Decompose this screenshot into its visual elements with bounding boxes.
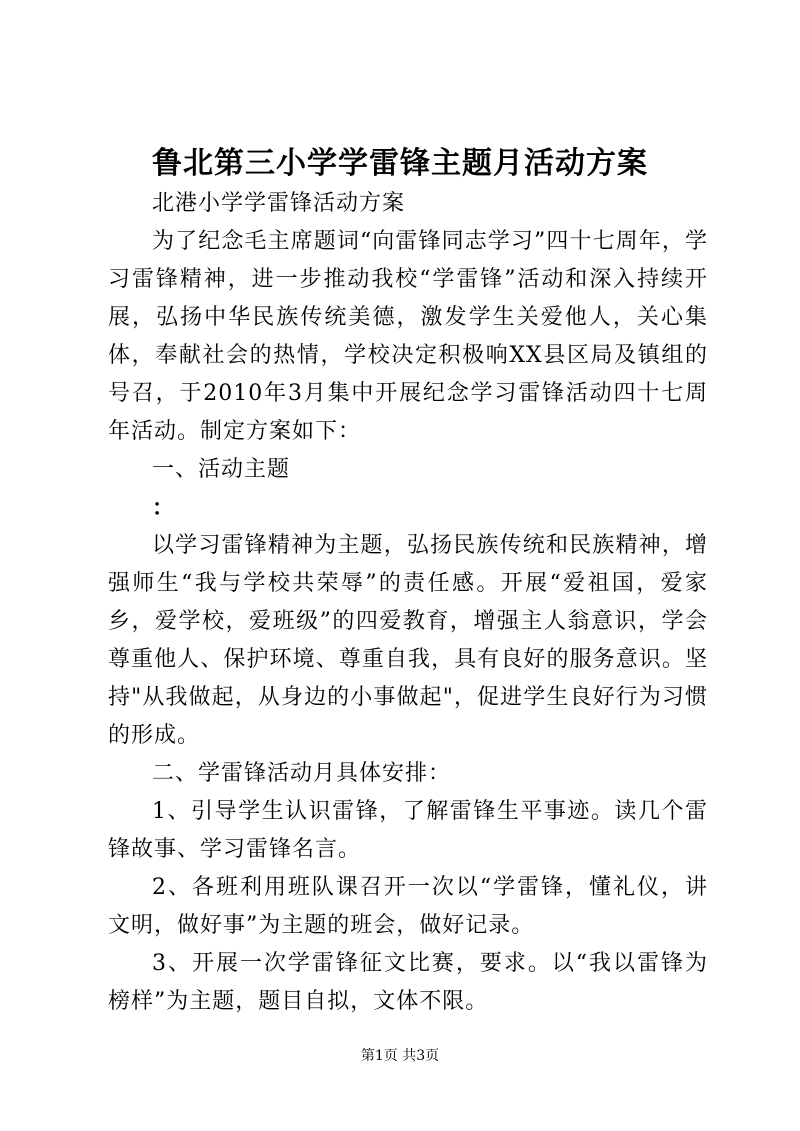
arrangement-item-1: 1、引导学生认识雷锋，了解雷锋生平事迹。读几个雷锋故事、学习雷锋名言。 [108, 799, 708, 862]
arrangement-item-3: 3、开展一次学雷锋征文比赛，要求。以“我以雷锋为榜样”为主题，题目自拟，文体不限。 [108, 951, 708, 1014]
section-heading-arrangement: 二、学雷锋活动月具体安排： [152, 761, 452, 786]
intro-paragraph: 为了纪念毛主席题词“向雷锋同志学习”四十七周年，学习雷锋精神，进一步推动我校“学雷锋”活动和深入持续开展，弘扬中华民族传统美德，激发学生关爱他人，关心集体，奉献社会的热情，学校决定积极响XX县区局及镇组的号召，于2010年3月集中开展纪念学习雷锋活动四十七周年活动。制定方案如下： [108, 229, 708, 444]
subtitle-paragraph: 北港小学学雷锋活动方案 [152, 191, 406, 216]
page-footer: 第1页 共3页 [360, 1048, 440, 1064]
theme-paragraph: 以学习雷锋精神为主题，弘扬民族传统和民族精神，增强师生“我与学校共荣辱”的责任感。开展“爱祖国，爱家乡，爱学校，爱班级”的四爱教育，增强主人翁意识，学会尊重他人、保护环境、尊重自我，具有良好的服务意识。坚持"从我做起，从身边的小事做起"，促进学生良好行为习惯的形成。 [108, 533, 708, 748]
document-title: 鲁北第三小学学雷锋主题月活动方案 [152, 146, 648, 181]
document-body [108, 185, 708, 1021]
colon-line: ： [152, 495, 176, 521]
section-heading-theme: 一、活动主题 [152, 457, 291, 482]
arrangement-item-2: 2、各班利用班队课召开一次以“学雷锋，懂礼仪，讲文明，做好事”为主题的班会，做好记录。 [108, 875, 708, 938]
